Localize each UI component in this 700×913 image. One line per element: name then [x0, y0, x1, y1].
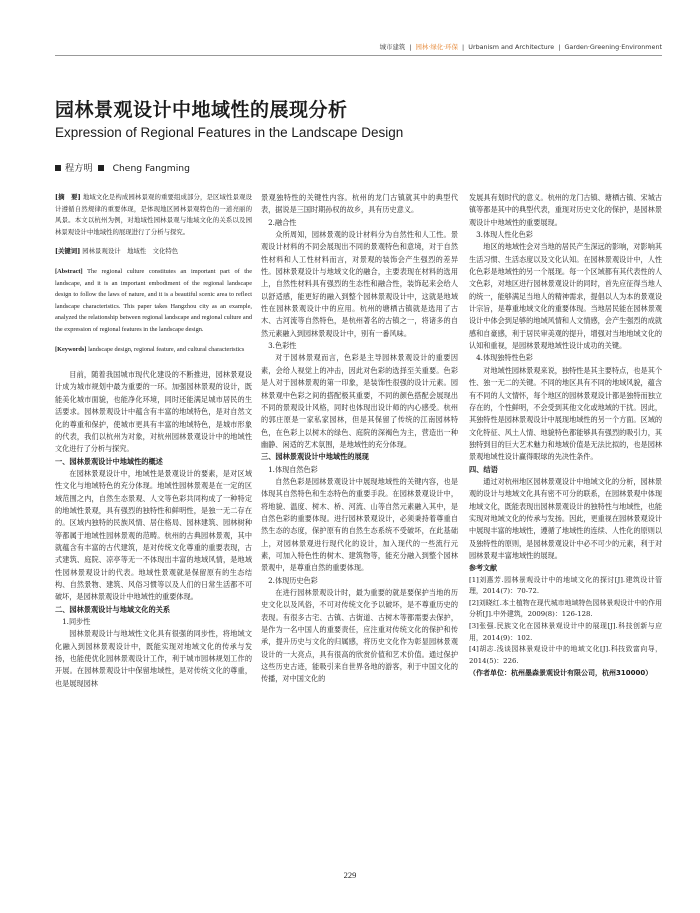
section-heading: 二、园林景观设计与地域文化的关系: [55, 604, 171, 614]
column-3: [469, 192, 662, 847]
article-title-zh: 园林景观设计中地域性的展现分析: [55, 99, 348, 121]
subsection-heading: 1.同步性: [62, 617, 91, 626]
body-paragraph: 通过对杭州地区园林景观设计中地域文化的分析，园林景观的设计与地域文化具有密不可分的联系，在园林景观中体现地域文化，既能表现出园林景观设计的独特性与地域性，也能实现对地域文化的传承与发扬。因此，更重视在园林景观设计中展现丰富的地域性，遵循了地域性的连续、人性化的原则以及独特性的原则，是园林景观设计中必不可少的元素，利于对园林景观丰富地域性的展现。: [469, 476, 662, 560]
body-paragraph: 对地域性园林景观来说，独特性是其主要特点，也是其个性、独一无二的关键。不同的地区具有不同的地域风貌，蕴含有不同的人文情怀，每个地区的园林景观设计都是独特而独立存在的，个性鲜明，不会受到其他文化或地域的干扰。因此，其独特性是园林景观设计中展现地域性的另一个方面。区域的文化特征、风土人情、地貌特色都能够具有强烈的吸引力，其独特到目的巨大艺术魅力和地域价值是无法比拟的，也是园林景观地域性设计赢得眼球的先决性条件。: [469, 365, 662, 462]
body-paragraph: 众所周知，园林景观的设计材料分为自然性和人工性。景观设计材料的不同会展现出不同的景观特色和意境，对于自然性材料和人工性材料而言，对景观的装饰会产生强烈的差异性。园林景观设计与地域文化的融合，主要表现在材料的选用上，自然性材料具有强烈的生态性和融合性，装饰起来会给人以舒适感，能更好的融入到整个园林景观设计中，这就是地域性在园林景观设计中的应用。杭州的塘栖古镇就是选用了古木、古河流等自然特色，是杭州著名的古镇之一，将诸多的自然元素融入到园林景观设计中，别有一番风味。: [261, 230, 458, 338]
author-zh: 程方明: [65, 163, 93, 174]
body-paragraph: 对于园林景观而言，色彩是主导园林景观设计的重要因素，会给人视觉上的冲击，因此对色彩的选择至关重要。色彩是人对于园林景观的第一印象，是装饰性很强的设计元素。园林景观中色彩之间的搭配极其重要，不同的颜色搭配会展现出不同的景观设计风格，同时也体现出设计师的内心感受。杭州的郭庄原是一家私家园林，但是其保留了传统的江南园林特色，在色彩上以树木的绿色、庭院的深褐色为主，营造出一种幽静、闲适的艺术氛围，是地域性的充分体现。: [261, 353, 458, 449]
subsection-heading: 3.体现人性化色彩: [476, 230, 533, 240]
journal-name-zh: 城市建筑: [379, 43, 406, 51]
body-paragraph: 园林景观设计与地域性文化具有很强的同步性，将地域文化融入到园林景观设计中，既能实现对地域文化的传承与发扬，也能使优化园林景观设计工作，利于城市园林规划工作的开展。在园林景观设计中保留地域性，是对传统文化的尊重，也是展现园林: [55, 629, 252, 688]
intro-paragraph: 目前，随着我国城市现代化建设的不断推进，园林景观设计成为城市规划中最为重要的一环。加强园林景观的设计，既能美化城市面貌，也能净化环境，同时还能满足城市居民的生活要求。园林景观设计中蕴含有丰富的地域特色，是对自然文化的尊重和保护，使城市更具有丰富的地域特色，是城市形象的代表，我们以杭州为对象，对杭州园林景观设计中的地域性文化进行了分析与探究。: [55, 370, 252, 454]
abstract-en: [Abstract] The regional culture constitutes an important part of the landscape, and it is an important embodiment of the regional landscape design to follow the laws of nature, and it is a beautiful scenic area to reflect landscape characteristics. This paper takes Hangzhou city as an example, analyzed the relationship between regional landscape and regional culture and the expression of regional features in the landscape design.: [55, 267, 252, 333]
journal-name-en: Urbanism and Architecture: [468, 43, 555, 51]
reference-item: [4]胡志.浅谈园林景观设计中的地域文化[J].科技致富向导，2014(5)：226.: [469, 645, 662, 665]
page-number: 229: [343, 870, 357, 880]
section-heading: 三、园林景观设计中地域性的展现: [261, 452, 369, 462]
subsection-heading: 2.融合性: [268, 217, 297, 227]
section-heading: 四、结语: [469, 464, 498, 474]
header-divider: [55, 55, 662, 56]
abstract-zh: [摘 要] 地域文化是构成园林景观的重要组成部分，是区域性景观设计遵循自然规律的重要体现，是体现地区园林景观特色的一道亮丽的风景。本文以杭州为例，对地域性园林景观与地域文化的关系以及园林景观设计中地域性的展现进行了分析与探究。: [55, 193, 252, 236]
square-bullet-icon: [55, 165, 61, 171]
body-paragraph: 在园林景观设计中，地域性是景观设计的要素，是对区域性文化与地域特色的充分体现。地域性园林景观是在一定的区域范围之内，自然生态景观、人文等色彩共同构成了一种特定的地域性景观，具有强烈的独特性和鲜明性，是独一无二存在的。区域内独特的民族风情、居住格局、园林建筑、园林树种等都属于地域性园林景观的范畴。杭州的古典园林景观，其中就蕴含有丰富的古代建筑，是对传统文化尊重的重要表现，古式建筑、庭院、凉亭等无一不体现出丰富的地域风情，是地域性园林景观设计的代表。地域性景观就是保留原有的生态结构、自然景物、建筑、风俗习惯等以及人们的日常生活都不可破坏，是园林景观设计中地域性的重要体现。: [55, 468, 252, 602]
author-en: Cheng Fangming: [112, 163, 190, 174]
reference-item: [1]刘惠芳.园林景观设计中的地域文化的探讨[J].建筑设计管理，2014(7)：70-72.: [469, 575, 662, 596]
square-bullet-icon: [98, 165, 104, 171]
column-1: [55, 192, 252, 847]
body-paragraph: 发展具有划时代的意义。杭州的龙门古镇、塘栖古镇、宋城古镇等都是其中的典型代表，重现对历史文化的保护，是园林景观设计中地域性的重要展现。: [469, 193, 662, 227]
body-paragraph: 自然色彩是园林景观设计中展现地域性的关键内容，也是体现其自然特色和生态特色的重要手段。在园林景观设计中，将地貌、温度、树木、桥、河流、山等自然元素融入其中，是自然色彩的重要体现。进行园林景观设计，必须秉持着尊重自然生态的态度，保护原有的自然生态系统不受破坏，在此基础上，对园林景观进行现代化的设计，加入现代的一些流行元素，可加入特色性的树木、建筑物等，能充分融入到整个园林景观中，是尊重自然的重要体现。: [261, 476, 458, 573]
keywords-zh: [关键词] 园林景观设计 地域性 文化特色: [55, 247, 179, 256]
body-paragraph: 地区的地域性会对当地的居民产生深远的影响，对影响其生活习惯、生活态度以及文化认知。在园林景观设计中，人性化色彩是地域性的另一个展现。每一个区域都有其代表性的人文色彩，对地区进行园林景观设计的同时，首先应征得当地人的统一，能够满足当地人的精神需求，提倡以人为本的景观设计宗旨，是尊重地域文化的重要体现。当地居民能在园林景观设计中体会到足够的地域风情和人文情感，会产生强烈的成就感和自豪感，利于居民审美观的提升，增强对当地地域文化的认知和重视，是园林景观地域性设计成功的关键。: [469, 242, 662, 351]
keywords-en: [Keywords] landscape design, regional feature, and cultural characteristics: [55, 345, 245, 353]
subsection-heading: 4.体现独特性色彩: [476, 353, 533, 363]
body-paragraph: 在进行园林景观设计时，最为重要的就是要保护当地的历史文化以及风俗，不可对传统文化予以破坏，是不尊重历史的表现。有很多古宅、古镇、古街道、古树木等都需要去保护，是作为一名中国人的重要责任，应注重对传统文化的保护和传承，提升历史与文化的归属感，将历史文化作为彰显园林景观设计的一大亮点，具有很高的欣赏价值和艺术价值。通过保护这些历史古迹，能吸引来自世界各地的游客，利于中国文化的传播，对中国文化的: [261, 588, 458, 684]
subsection-heading: 3.色彩性: [268, 341, 297, 351]
body-paragraph: 景观独特性的关键性内容。杭州的龙门古镇就其中的典型代表，据说是三国时期孙权的故乡，具有历史意义。: [261, 193, 458, 215]
reference-item: [2]刘晓红.本土植物在现代城市地域特色园林景观设计中的作用分析[J].中外建筑，2009(8)：126-128.: [469, 598, 662, 619]
article-title-en: Expression of Regional Features in the Landscape Design: [55, 125, 404, 140]
subsection-heading: 1.体现自然色彩: [268, 464, 318, 474]
section-heading: 一、园林景观设计中地域性的概述: [55, 456, 163, 466]
series-name-en: Garden·Greening·Environment: [564, 43, 662, 51]
references-heading: 参考文献: [469, 564, 497, 573]
series-name-zh: 园林·绿化·环保: [415, 43, 458, 51]
subsection-heading: 2.体现历史色彩: [268, 575, 318, 585]
column-2: [261, 192, 458, 847]
author-affiliation: （作者单位：杭州墨森景观设计有限公司，杭州310000）: [469, 669, 653, 678]
reference-item: [3]张强.民族文化在园林景观设计中的展现[J].科技创新与应用，2014(9)：102.: [469, 622, 662, 642]
author-line: [55, 160, 190, 174]
running-header: 城市建筑 | 园林·绿化·环保 | Urbanism and Architecture | Garden·Greening·Environment: [379, 43, 662, 51]
